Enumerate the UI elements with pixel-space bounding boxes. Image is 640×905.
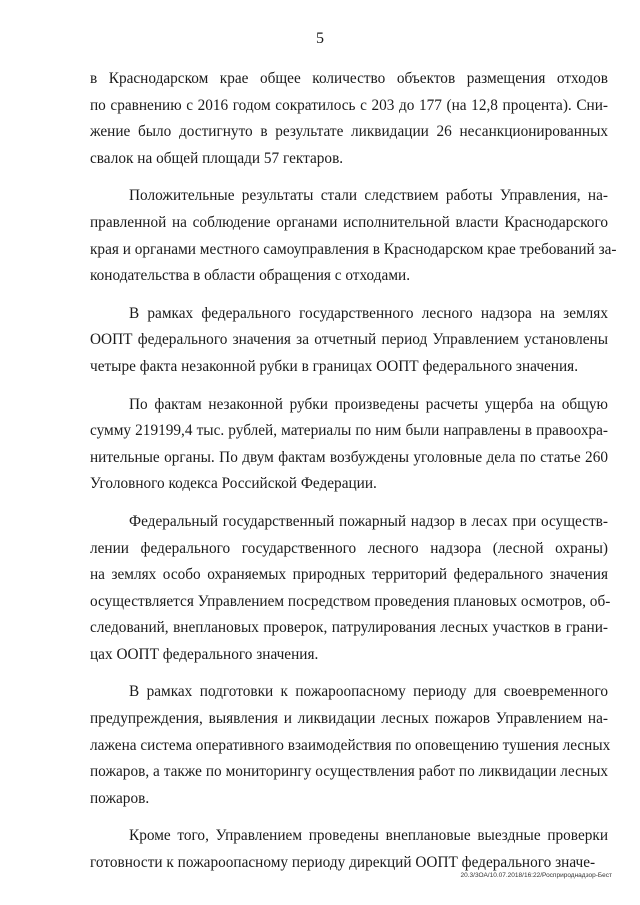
page-number: 5 xyxy=(316,30,324,47)
text-line: готовности к пожароопасному периоду дирекций ООПТ федерального значе- xyxy=(90,854,596,872)
paragraph-gap xyxy=(90,172,608,183)
paragraph xyxy=(90,183,617,289)
paragraph-gap xyxy=(90,498,608,509)
text-line: предупреждения, выявления и ликвидации лесных пожаров Управлением на- xyxy=(90,710,608,728)
text-line: сумму 219199,4 тыс. рублей, материалы по ним были направлены в правоохра- xyxy=(90,422,608,440)
paragraph xyxy=(90,679,611,812)
paragraph xyxy=(90,301,608,381)
paragraph-gap xyxy=(90,668,608,679)
text-line: Кроме того, Управлением проведены внеплановые выездные проверки xyxy=(129,827,608,845)
text-line: края и органами местного самоуправления в Краснодарском крае требований за- xyxy=(90,240,617,258)
paragraph xyxy=(90,509,611,669)
text-line: В рамках федерального государственного лесного надзора на землях xyxy=(129,304,608,322)
text-line: правленной на соблюдение органами исполнительной власти Краснодарского xyxy=(90,213,608,231)
text-line: жение было достигнуто в результате ликвидации 26 несанкционированных xyxy=(90,123,608,141)
text-line: на землях особо охраняемых природных территорий федерального значения xyxy=(90,566,608,584)
text-line: следований, внеплановых проверок, патрулирования лесных участков в грани- xyxy=(90,619,608,637)
text-line: Положительные результаты стали следствием работы Управления, на- xyxy=(129,187,608,205)
text-line: лажена система оперативного взаимодействия по оповещению тушения лесных xyxy=(90,736,611,754)
text-line: лении федерального государственного лесного надзора (лесной охраны) xyxy=(90,539,608,557)
paragraph xyxy=(90,823,608,876)
text-line: В рамках подготовки к пожароопасному периоду для своевременного xyxy=(129,683,608,701)
text-line: четыре факта незаконной рубки в границах ООПТ федерального значения. xyxy=(90,357,579,375)
text-line: По фактам незаконной рубки произведены расчеты ущерба на общую xyxy=(129,395,608,413)
text-line: осуществляется Управлением посредством проведения плановых осмотров, об- xyxy=(90,592,611,610)
paragraph-gap xyxy=(90,290,608,301)
paragraph-gap xyxy=(90,812,608,823)
document-body xyxy=(90,66,617,877)
text-line: конодательства в области обращения с отходами. xyxy=(90,267,411,285)
text-line: нительные органы. По двум фактам возбуждены уголовные дела по статье 260 xyxy=(90,448,608,466)
text-line: Федеральный государственный пожарный надзор в лесах при осуществ- xyxy=(129,512,608,530)
paragraph xyxy=(90,392,608,498)
paragraph-gap xyxy=(90,381,608,392)
text-line: пожаров, а также по мониторингу осуществления работ по ликвидации лесных xyxy=(90,763,608,781)
text-line: по сравнению с 2016 годом сократилось с 203 до 177 (на 12,8 процента). Сни- xyxy=(90,96,608,114)
text-line: Уголовного кодекса Российской Федерации. xyxy=(90,475,377,493)
text-line: пожаров. xyxy=(90,789,150,807)
footer-stamp: 20.3/3ОА/10.07.2018/16:22/Росприроднадзор-Бест xyxy=(460,872,612,879)
text-line: ООПТ федерального значения за отчетный период Управлением установлены xyxy=(90,331,608,349)
text-line: цах ООПТ федерального значения. xyxy=(90,645,319,663)
text-line: в Краснодарском крае общее количество объектов размещения отходов xyxy=(90,70,608,87)
paragraph xyxy=(90,66,608,172)
text-line: свалок на общей площади 57 гектаров. xyxy=(90,149,344,167)
